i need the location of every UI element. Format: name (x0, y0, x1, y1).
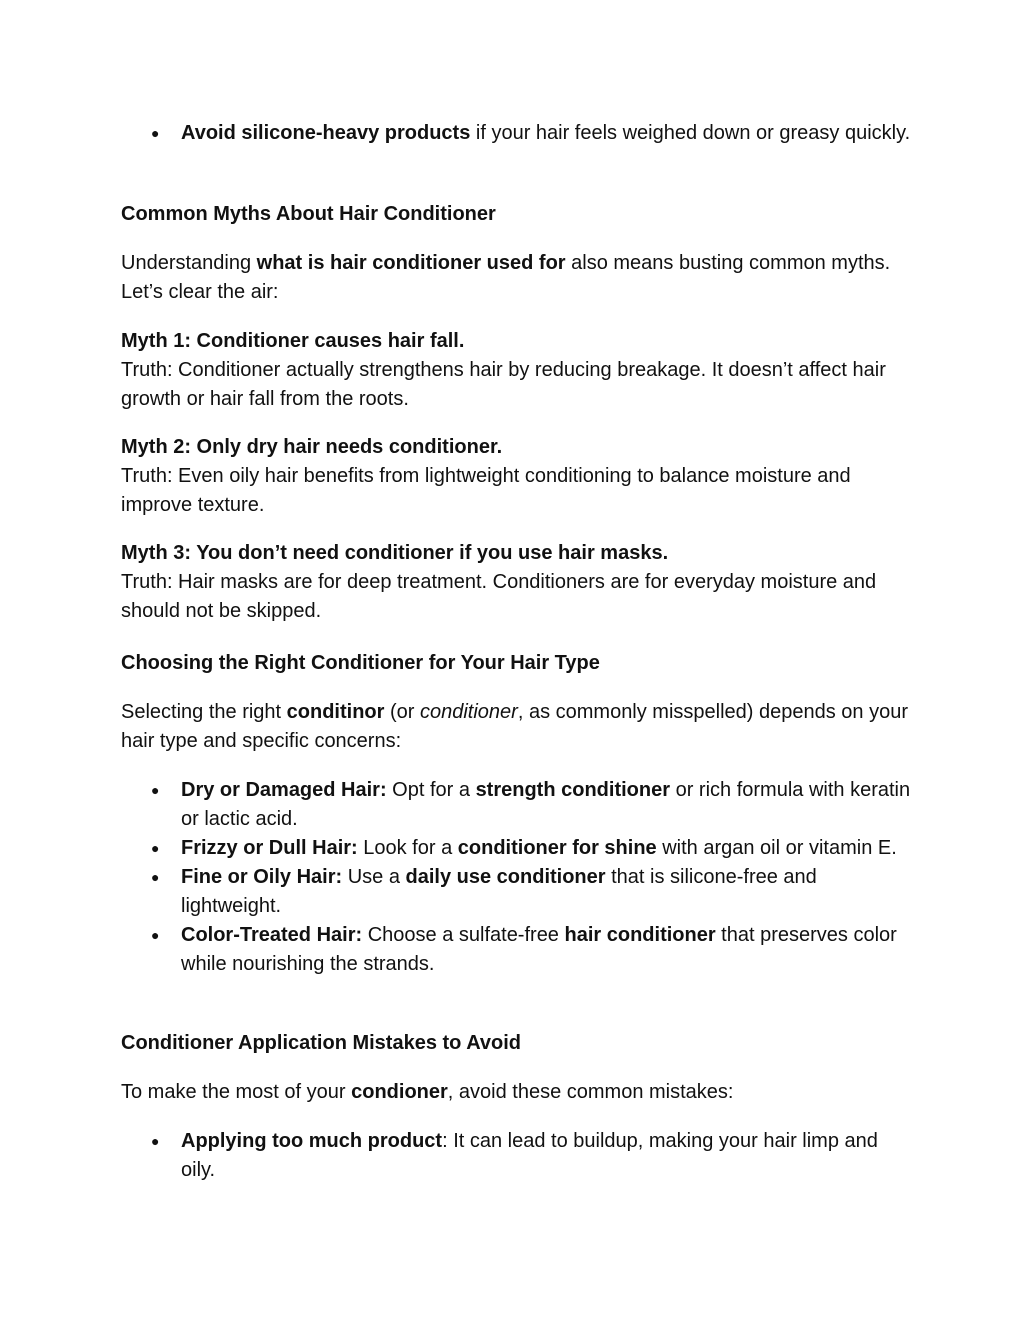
list-item: ● Avoid silicone-heavy products if your hair feels weighed down or greasy quickly. (121, 119, 911, 148)
myth-3 (121, 539, 911, 626)
bullet-icon: ● (151, 1133, 160, 1149)
mistakes-intro-paragraph: To make the most of your condioner, avoid these common mistakes: (121, 1081, 734, 1103)
myth-truth: Truth: Conditioner actually strengthens hair by reducing breakage. It doesn’t affect hair growth or hair fall from the roots. (121, 359, 886, 410)
myth-1 (121, 327, 911, 414)
myth-truth: Truth: Even oily hair benefits from lightweight conditioning to balance moisture and improve texture. (121, 465, 851, 516)
myths-intro-paragraph: Understanding what is hair conditioner used for also means busting common myths. Let’s clear the air: (121, 252, 891, 303)
bullet-icon: ● (151, 125, 160, 141)
myth-title: Myth 3: You don’t need conditioner if you use hair masks. (121, 542, 669, 564)
myth-2 (121, 433, 911, 520)
section-heading-myths: Common Myths About Hair Conditioner (121, 203, 496, 225)
section-heading-mistakes: Conditioner Application Mistakes to Avoid (121, 1032, 522, 1054)
myth-truth: Truth: Hair masks are for deep treatment. Conditioners are for everyday moisture and should not be skipped. (121, 571, 877, 622)
choosing-intro-paragraph: Selecting the right conditinor (or conditioner, as commonly misspelled) depends on your hair type and specific concerns: (121, 701, 909, 752)
hair-type-list (121, 776, 911, 979)
myth-title: Myth 2: Only dry hair needs conditioner. (121, 436, 503, 458)
section-heading-choosing: Choosing the Right Conditioner for Your Hair Type (121, 652, 600, 674)
list-item: ● Dry or Damaged Hair: Opt for a strength conditioner or rich formula with keratin or lactic acid. (121, 776, 911, 834)
intro-bullet-list (121, 119, 911, 148)
mistakes-list (121, 1127, 911, 1185)
bullet-icon: ● (151, 927, 160, 943)
myth-title: Myth 1: Conditioner causes hair fall. (121, 330, 465, 352)
list-item: ● Fine or Oily Hair: Use a daily use conditioner that is silicone-free and lightweight. (121, 863, 911, 921)
bullet-icon: ● (151, 782, 160, 798)
list-item: ● Applying too much product: It can lead to buildup, making your hair limp and oily. (121, 1127, 911, 1185)
list-item: ● Color-Treated Hair: Choose a sulfate-free hair conditioner that preserves color while nourishing the strands. (121, 921, 911, 979)
bullet-icon: ● (151, 840, 160, 856)
list-item: ● Frizzy or Dull Hair: Look for a conditioner for shine with argan oil or vitamin E. (121, 834, 911, 863)
bullet-icon: ● (151, 869, 160, 885)
